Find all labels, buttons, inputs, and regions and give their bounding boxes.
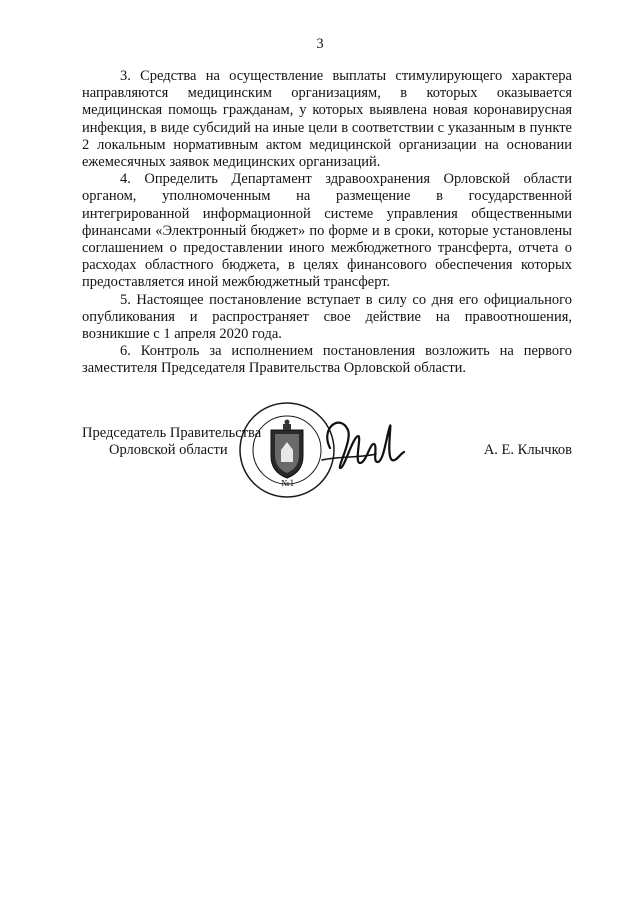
- paragraph-3: 3. Средства на осуществление выплаты стимулирующего характера направляются медицинским организациям, в которых оказывается медицинская помощь гражданам, у которых выявлена новая коронавирусная инфекция, в виде субсидий на иные цели в соответствии с указанным в пункте 2 локальным нормативным актом медицинской организации на основании ежемесячных заявок медицинских организаций.: [82, 68, 572, 171]
- seal-number-text: №1: [281, 478, 295, 488]
- signer-title-line-1: Председатель Правительства: [82, 425, 262, 441]
- handwritten-signature: [300, 408, 410, 488]
- document-body: [82, 68, 572, 378]
- signer-name: А. Е. Клычков: [483, 442, 572, 458]
- signer-title-line-2: Орловской области: [109, 442, 228, 458]
- paragraph-4: 4. Определить Департамент здравоохранения Орловской области органом, уполномоченным на размещение в государственной интегрированной информационной системе управления общественными финансами «Электронный бюджет» по форме и в сроки, которые установлены соглашением о предоставлении иного межбюджетного трансферта, отчета о расходах областного бюджета, в целях финансового обеспечения которых предоставляется иной межбюджетный трансферт.: [82, 171, 572, 291]
- paragraph-5: 5. Настоящее постановление вступает в силу со дня его официального опубликования и распространяет свое действие на правоотношения, возникшие с 1 апреля 2020 года.: [82, 291, 572, 343]
- page-number: 3: [316, 36, 324, 52]
- paragraph-6: 6. Контроль за исполнением постановления возложить на первого заместителя Председателя Правительства Орловской области.: [82, 343, 572, 377]
- signature-block: [0, 400, 640, 510]
